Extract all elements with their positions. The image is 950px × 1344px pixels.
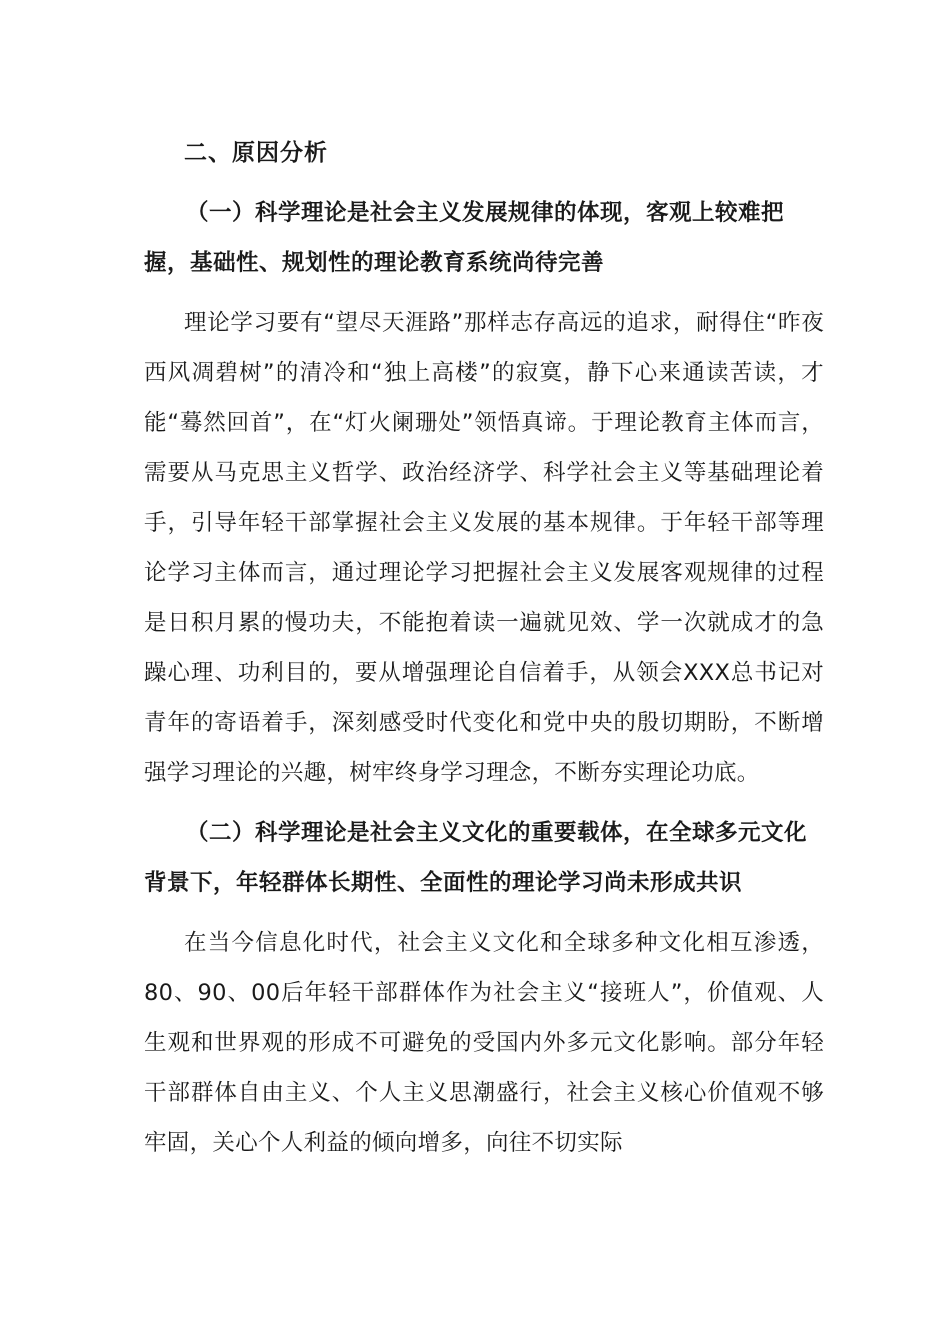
paragraph-1: 理论学习要有“望尽天涯路”那样志存高远的追求，耐得住“昨夜西风凋碧树”的清冷和“独上高楼”的寂寞，静下心来通读苦读，才能“蓦然回首”，在“灯火阑珊处”领悟真谛。于理论教育主体而言，需要从马克思主义哲学、政治经济学、科学社会主义等基础理论着手，引导年轻干部掌握社会主义发展的基本规律。于年轻干部等理论学习主体而言，通过理论学习把握社会主义发展客观规律的过程是日积月累的慢功夫，不能抱着读一遍就见效、学一次就成才的急躁心理、功利目的，要从增强理论自信着手，从领会XXX总书记对青年的寄语着手，深刻感受时代变化和党中央的殷切期盼，不断增强学习理论的兴趣，树牢终身学习理念，不断夯实理论功底。 — [144, 310, 824, 786]
paragraph-2: 在当今信息化时代，社会主义文化和全球多种文化相互渗透，80、90、00后年轻干部群体作为社会主义“接班人”，价值观、人生观和世界观的形成不可避免的受国内外多元文化影响。部分年轻干部群体自由主义、个人主义思潮盛行，社会主义核心价值观不够牢固，关心个人利益的倾向增多，向往不切实际 — [144, 930, 824, 1156]
subsection-heading-2: （二）科学理论是社会主义文化的重要载体，在全球多元文化背景下，年轻群体长期性、全面性的理论学习尚未形成共识 — [144, 820, 808, 896]
document-page — [144, 128, 824, 1168]
section-heading: 二、原因分析 — [184, 140, 328, 166]
subsection-heading-1: （一）科学理论是社会主义发展规律的体现，客观上较难把握，基础性、规划性的理论教育系统尚待完善 — [144, 200, 785, 276]
